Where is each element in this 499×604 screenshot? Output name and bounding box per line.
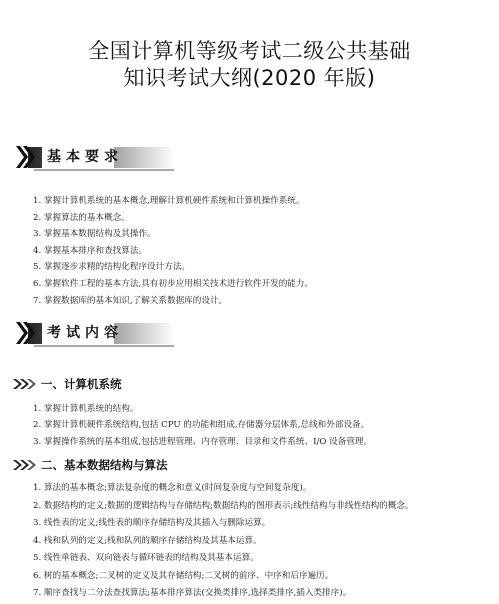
list-item: 4. 掌握基本排序和查找算法。 xyxy=(33,245,148,256)
list-item: 5. 线性单链表、双向链表与循环链表的结构及其基本运算。 xyxy=(33,553,259,563)
section-banner-basic-requirements xyxy=(14,142,174,172)
banner-label: 考试内容 xyxy=(47,325,123,341)
data-structures-list xyxy=(33,480,414,603)
document-title-line-1: 全国计算机等级考试二级公共基础 xyxy=(88,39,411,63)
list-item: 3. 线性表的定义;线性表的顺序存储结构及其插入与删除运算。 xyxy=(33,518,271,528)
list-item: 3. 掌握操作系统的基本组成,包括进程管理、内存管理、目录和文件系统、I/O 设备管理。 xyxy=(33,436,373,447)
list-item: 1. 算法的基本概念;算法复杂度的概念和意义(时间复杂度与空间复杂度)。 xyxy=(33,483,312,493)
list-item: 6. 掌握软件工程的基本方法,具有初步应用相关技术进行软件开发的能力。 xyxy=(33,278,314,289)
list-item: 7. 掌握数据库的基本知识,了解关系数据库的设计。 xyxy=(33,295,228,306)
list-item: 1. 掌握计算机系统的结构。 xyxy=(33,404,139,414)
list-item: 2. 掌握计算机硬件系统结构,包括 CPU 的功能和组成,存储器分层体系,总线和外部设备。 xyxy=(33,420,370,431)
requirements-list xyxy=(33,193,313,309)
section-banner-exam-content xyxy=(14,318,174,348)
list-item: 3. 掌握基本数据结构及其操作。 xyxy=(33,229,156,240)
double-arrow-icon xyxy=(12,459,40,471)
computer-system-list xyxy=(33,401,372,450)
document-title-line-2: 知识考试大纲(2020 年版) xyxy=(123,66,376,90)
list-item: 5. 掌握逐步求精的结构化程序设计方法。 xyxy=(33,262,191,273)
section-title: 二、基本数据结构与算法 xyxy=(41,458,168,472)
section-title: 一、计算机系统 xyxy=(41,377,122,391)
list-item: 4. 栈和队列的定义;栈和队列的顺序存储结构及其基本运算。 xyxy=(33,535,262,546)
list-item: 6. 树的基本概念;二叉树的定义及其存储结构;二叉树的前序、中序和后序遍历。 xyxy=(33,570,334,581)
list-item: 2. 数据结构的定义;数据的逻辑结构与存储结构;数据结构的图形表示;线性结构与非线性结构的概念。 xyxy=(33,500,414,511)
double-arrow-icon xyxy=(12,378,40,390)
list-item: 1. 掌握计算机系统的基本概念,理解计算机硬件系统和计算机操作系统。 xyxy=(33,196,305,206)
list-item: 7. 顺序查找与二分法查找算法;基本排序算法(交换类排序,选择类排序,插入类排序)。 xyxy=(33,588,352,598)
banner-label: 基本要求 xyxy=(47,149,123,165)
list-item: 2. 掌握算法的基本概念。 xyxy=(33,212,130,223)
